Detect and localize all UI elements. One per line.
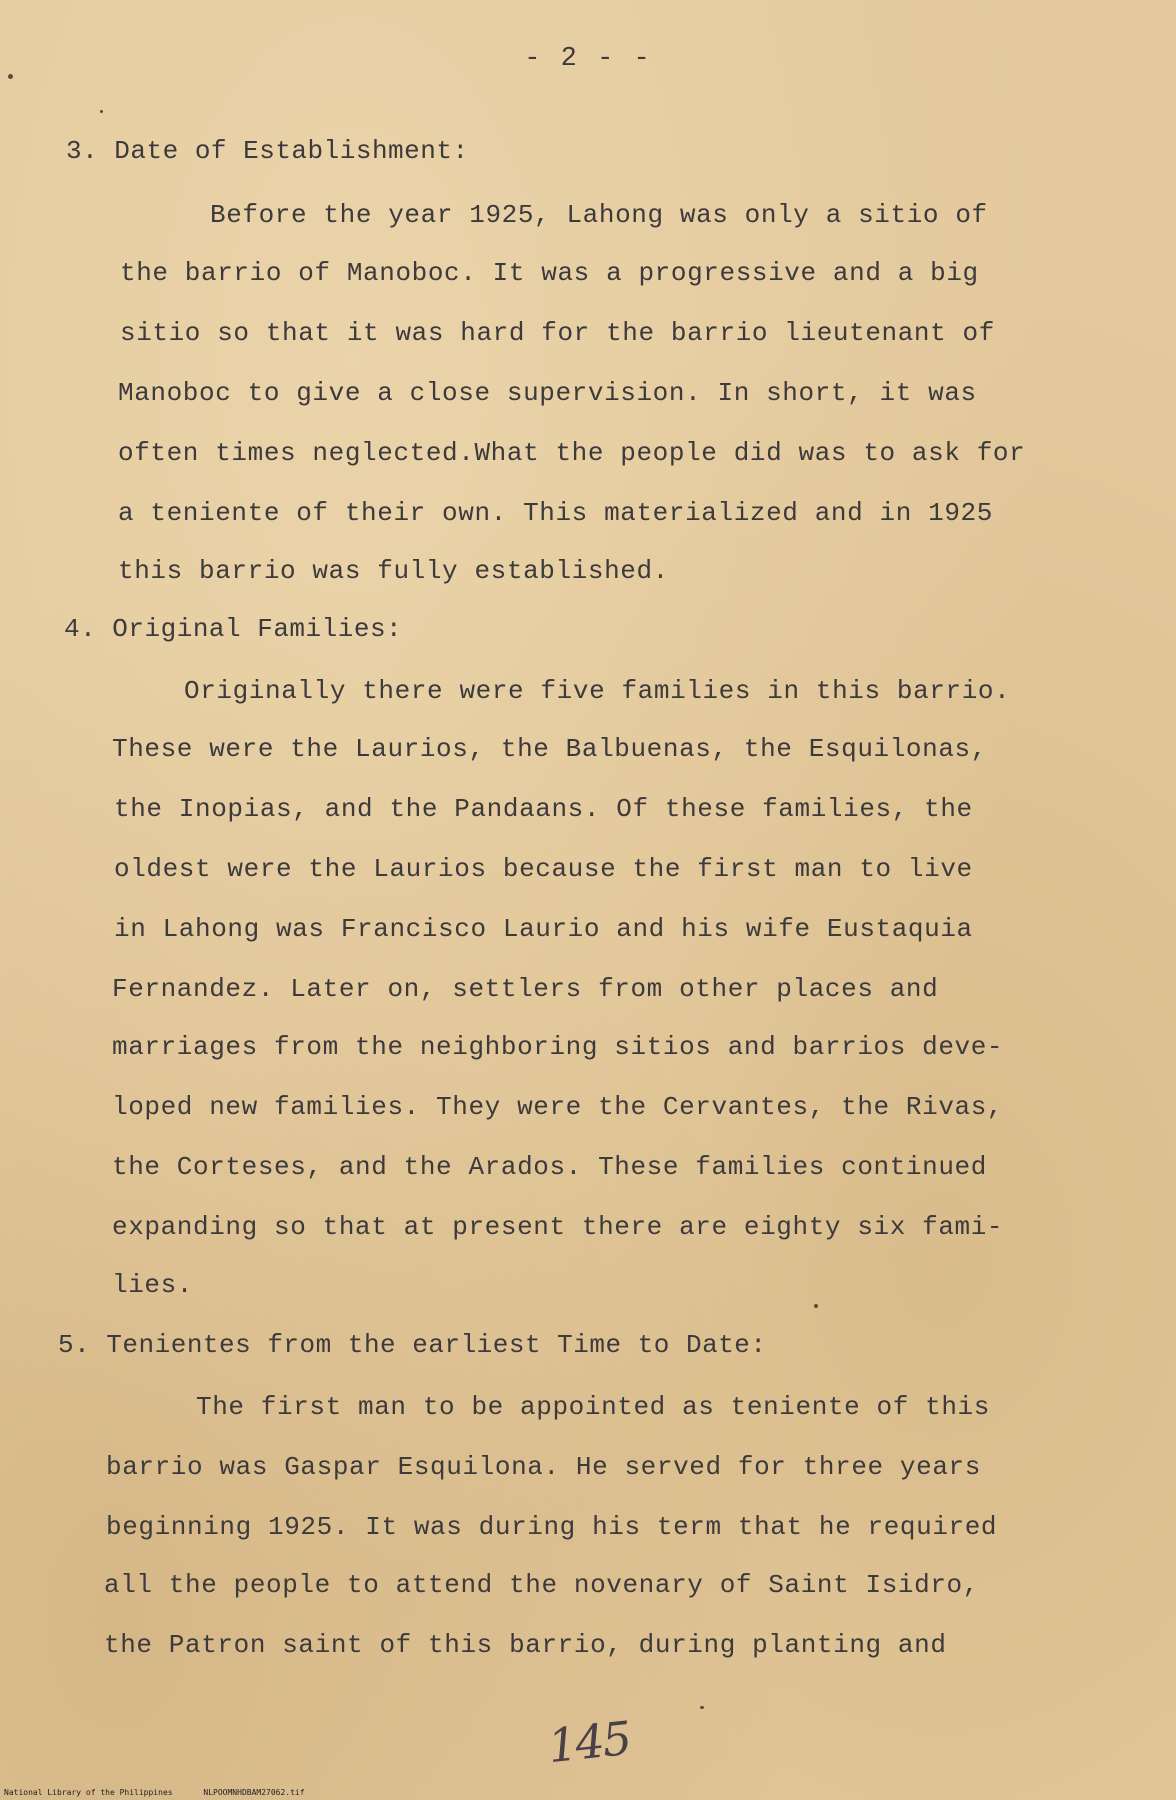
text-line: expanding so that at present there are eighty six fami-: [112, 1212, 1004, 1242]
section-heading: 4. Original Families:: [64, 614, 403, 644]
text-line: Before the year 1925, Lahong was only a sitio of: [210, 200, 988, 230]
page-number: - 2 - -: [524, 44, 652, 74]
text-line: a teniente of their own. This materialized and in 1925: [118, 498, 993, 528]
paper-speck: [8, 74, 13, 79]
text-line: often times neglected.What the people did was to ask for: [118, 438, 1026, 468]
section-heading: 5. Tenientes from the earliest Time to Date:: [58, 1330, 767, 1360]
section-heading: 3. Date of Establishment:: [66, 136, 469, 166]
text-line: Fernandez. Later on, settlers from other places and: [112, 974, 939, 1004]
paper-speck: [100, 110, 103, 113]
text-line: barrio was Gaspar Esquilona. He served for three years: [106, 1452, 981, 1482]
text-line: The first man to be appointed as teniente of this: [196, 1392, 990, 1422]
text-line: the barrio of Manoboc. It was a progressive and a big: [120, 258, 979, 288]
text-line: marriages from the neighboring sitios and barrios deve-: [112, 1032, 1004, 1062]
paper-speck: [700, 1706, 704, 1709]
text-line: beginning 1925. It was during his term that he required: [106, 1512, 998, 1542]
handwritten-page-mark: 145: [545, 1710, 633, 1774]
text-line: oldest were the Laurios because the first man to live: [114, 854, 973, 884]
text-line: Manoboc to give a close supervision. In short, it was: [118, 378, 977, 408]
text-line: the Patron saint of this barrio, during planting and: [104, 1630, 947, 1660]
text-line: lies.: [112, 1270, 194, 1300]
text-line: loped new families. They were the Cervantes, the Rivas,: [112, 1092, 1004, 1122]
text-line: this barrio was fully established.: [118, 556, 669, 586]
text-line: Originally there were five families in this barrio.: [184, 676, 1011, 706]
text-line: These were the Laurios, the Balbuenas, the Esquilonas,: [112, 734, 987, 764]
scan-footer: [4, 1788, 331, 1797]
text-line: all the people to attend the novenary of Saint Isidro,: [104, 1570, 979, 1600]
text-line: sitio so that it was hard for the barrio lieutenant of: [120, 318, 995, 348]
text-line: the Corteses, and the Arados. These families continued: [112, 1152, 987, 1182]
footer-file-id: NLPOOMNHDBAM27062.tif: [203, 1788, 305, 1797]
text-line: in Lahong was Francisco Laurio and his wife Eustaquia: [114, 914, 973, 944]
text-line: the Inopias, and the Pandaans. Of these families, the: [114, 794, 973, 824]
paper-speck: [814, 1304, 818, 1308]
footer-library: National Library of the Philippines: [4, 1788, 173, 1797]
